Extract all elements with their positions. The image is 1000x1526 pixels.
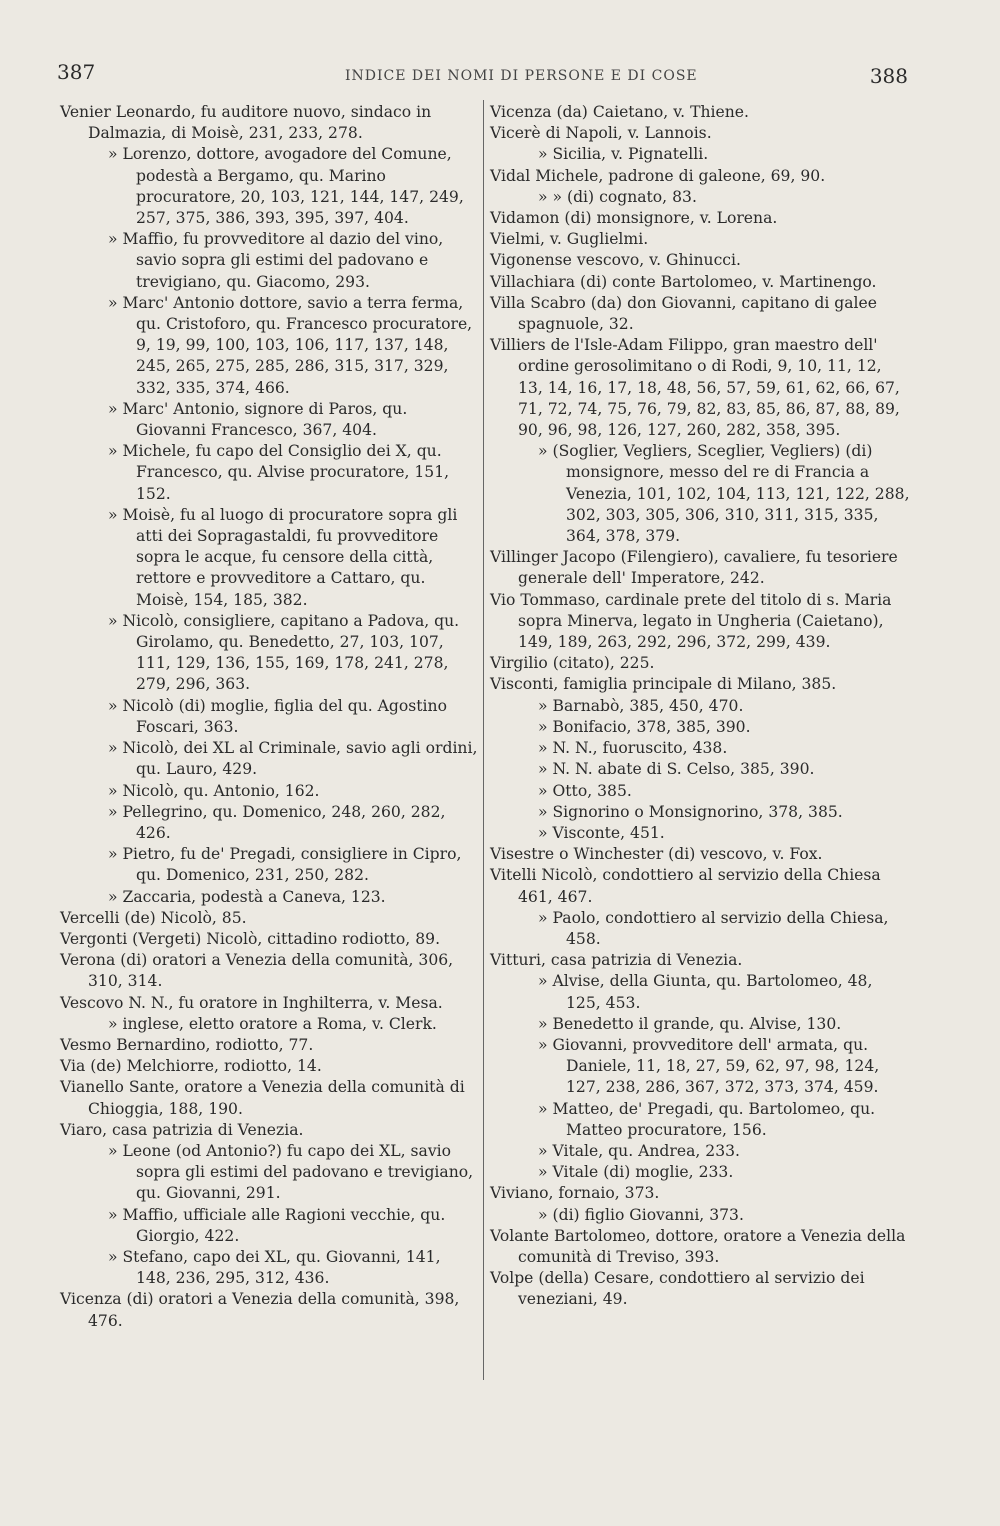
index-entry: Vianello Sante, oratore a Venezia della comunità di Chioggia, 188, 190. xyxy=(60,1078,465,1118)
index-entry: Verona (di) oratori a Venezia della comunità, 306, 310, 314. xyxy=(60,951,454,991)
index-entry: » Zaccaria, podestà a Caneva, 123. xyxy=(108,887,386,906)
index-entry: Villiers de l'Isle-Adam Filippo, gran maestro dell' ordine gerosolimitano o di Rodi, 9, 10, 11, 12, 13, 14, 16, 17, 18, 48, 56, 57, 59, 61, 62, 66, 67, 71, 72, 74, 75, 76, 79, 82, 83, 85, 86, 87, 88, 89, 90, 96, 98, 126, 127, 260, 282, 358, 395. xyxy=(490,336,900,440)
index-entry: » Otto, 385. xyxy=(538,781,632,800)
index-entry: Viviano, fornaio, 373. xyxy=(490,1184,660,1203)
index-entry: » Nicolò (di) moglie, figlia del qu. Agostino Foscari, 363. xyxy=(108,696,447,736)
index-entry: » Pietro, fu de' Pregadi, consigliere in Cipro, qu. Domenico, 231, 250, 282. xyxy=(108,845,462,885)
index-column-left xyxy=(60,102,478,1332)
index-entry: Vitelli Nicolò, condottiero al servizio della Chiesa 461, 467. xyxy=(490,866,881,906)
index-entry: » Vitale (di) moglie, 233. xyxy=(538,1163,734,1182)
index-entry: » Maffio, fu provveditore al dazio del vino, savio sopra gli estimi del padovano e trevigiano, qu. Giacomo, 293. xyxy=(108,230,444,291)
index-entry: Visestre o Winchester (di) vescovo, v. Fox. xyxy=(490,845,823,864)
index-entry: » Lorenzo, dottore, avogadore del Comune, podestà a Bergamo, qu. Marino procuratore, 20, 103, 121, 144, 147, 249, 257, 375, 386, 393, 395, 397, 404. xyxy=(108,145,464,228)
index-entry: » Matteo, de' Pregadi, qu. Bartolomeo, qu. Matteo procuratore, 156. xyxy=(538,1099,876,1139)
index-entry: » Marc' Antonio dottore, savio a terra ferma, qu. Cristoforo, qu. Francesco procuratore, 9, 19, 99, 100, 103, 106, 117, 137, 148, 245, 265, 275, 285, 286, 315, 317, 329, 332, 335, 374, 466. xyxy=(108,293,473,397)
index-entry: Vicenza (da) Caietano, v. Thiene. xyxy=(490,103,749,121)
index-entry: » N. N., fuoruscito, 438. xyxy=(538,739,728,758)
index-entry: Vicerè di Napoli, v. Lannois. xyxy=(490,124,712,143)
index-entry: Vicenza (di) oratori a Venezia della comunità, 398, 476. xyxy=(60,1290,460,1330)
index-entry: » Marc' Antonio, signore di Paros, qu. Giovanni Francesco, 367, 404. xyxy=(108,399,408,440)
index-entry: Vescovo N. N., fu oratore in Inghilterra, v. Mesa. xyxy=(60,993,443,1012)
column-divider xyxy=(483,100,484,1380)
index-entry: » Nicolò, consigliere, capitano a Padova, qu. Girolamo, qu. Benedetto, 27, 103, 107, 111, 129, 136, 155, 169, 178, 241, 278, 279, 296, 363. xyxy=(108,611,460,694)
index-entry: » Alvise, della Giunta, qu. Bartolomeo, 48, 125, 453. xyxy=(538,972,873,1012)
index-entry: » Barnabò, 385, 450, 470. xyxy=(538,696,744,715)
index-entry: Vidal Michele, padrone di galeone, 69, 90. xyxy=(490,166,826,185)
index-entry: Villachiara (di) conte Bartolomeo, v. Martinengo. xyxy=(490,272,877,291)
index-entry: » N. N. abate di S. Celso, 385, 390. xyxy=(538,760,815,779)
index-entry: » Pellegrino, qu. Domenico, 248, 260, 282, 426. xyxy=(108,802,446,842)
index-entry: » Signorino o Monsignorino, 378, 385. xyxy=(538,802,843,821)
running-title: INDICE DEI NOMI DI PERSONE E DI COSE xyxy=(345,68,698,84)
index-entry: » Maffio, ufficiale alle Ragioni vecchie, qu. Giorgio, 422. xyxy=(108,1205,446,1245)
index-entry: » (Soglier, Vegliers, Sceglier, Vegliers) (di) monsignore, messo del re di Francia a Venezia, 101, 102, 104, 113, 121, 122, 288, 302, 303, 305, 306, 310, 311, 315, 335, 364, 378, 379. xyxy=(538,442,910,546)
index-entry: » Nicolò, dei XL al Criminale, savio agli ordini, qu. Lauro, 429. xyxy=(108,739,478,779)
index-entry: Vercelli (de) Nicolò, 85. xyxy=(60,908,247,927)
index-entry: » Giovanni, provveditore dell' armata, qu. Daniele, 11, 18, 27, 59, 62, 97, 98, 124, 127, 238, 286, 367, 372, 373, 374, 459. xyxy=(538,1035,880,1097)
index-entry: Vielmi, v. Guglielmi. xyxy=(490,230,649,249)
index-column-right xyxy=(490,102,910,1311)
index-entry: Vigonense vescovo, v. Ghinucci. xyxy=(490,251,741,270)
index-entry: Volante Bartolomeo, dottore, oratore a Venezia della comunità di Treviso, 393. xyxy=(490,1226,906,1266)
index-entry: » Leone (od Antonio?) fu capo dei XL, savio sopra gli estimi del padovano e trevigiano, qu. Giovanni, 291. xyxy=(108,1141,474,1203)
index-entry: Vesmo Bernardino, rodiotto, 77. xyxy=(60,1035,314,1054)
page-number-right: 388 xyxy=(869,64,908,88)
index-entry: Viaro, casa patrizia di Venezia. xyxy=(60,1120,304,1139)
index-entry: » Moisè, fu al luogo di procuratore sopra gli atti dei Sopragastaldi, fu provveditore sopra le acque, fu censore della città, rettore e provveditore a Cattaro, qu. Moisè, 154, 185, 382. xyxy=(108,505,458,609)
index-entry: » Vitale, qu. Andrea, 233. xyxy=(538,1141,741,1160)
index-entry: » inglese, eletto oratore a Roma, v. Clerk. xyxy=(108,1014,437,1033)
index-entry: Villinger Jacopo (Filengiero), cavaliere, fu tesoriere generale dell' Imperatore, 242. xyxy=(490,548,898,588)
index-entry: Via (de) Melchiorre, rodiotto, 14. xyxy=(60,1057,322,1076)
index-entry: » » (di) cognato, 83. xyxy=(538,187,697,206)
index-entry: Vio Tommaso, cardinale prete del titolo di s. Maria sopra Minerva, legato in Ungheria (Caietano), 149, 189, 263, 292, 296, 372, 299, 439. xyxy=(490,590,892,652)
index-entry: Virgilio (citato), 225. xyxy=(490,654,655,673)
index-entry: Villa Scabro (da) don Giovanni, capitano di galee spagnuole, 32. xyxy=(490,293,877,334)
page-number-left: 387 xyxy=(57,60,96,84)
index-entry: Vitturi, casa patrizia di Venezia. xyxy=(490,951,743,970)
index-entry: Vergonti (Vergeti) Nicolò, cittadino rodiotto, 89. xyxy=(60,929,441,948)
index-entry: » Stefano, capo dei XL, qu. Giovanni, 141, 148, 236, 295, 312, 436. xyxy=(108,1247,441,1288)
page-header xyxy=(0,60,1000,90)
index-entry: » Benedetto il grande, qu. Alvise, 130. xyxy=(538,1014,842,1033)
index-entry: » Michele, fu capo del Consiglio dei X, qu. Francesco, qu. Alvise procuratore, 151, 152. xyxy=(108,442,450,503)
index-entry: Visconti, famiglia principale di Milano, 385. xyxy=(490,675,837,694)
index-entry: » (di) figlio Giovanni, 373. xyxy=(538,1205,744,1224)
index-entry: Venier Leonardo, fu auditore nuovo, sindaco in Dalmazia, di Moisè, 231, 233, 278. xyxy=(60,103,432,143)
index-entry: » Nicolò, qu. Antonio, 162. xyxy=(108,781,320,800)
index-entry: » Visconte, 451. xyxy=(538,823,665,842)
index-entry: » Sicilia, v. Pignatelli. xyxy=(538,145,709,164)
index-entry: » Paolo, condottiero al servizio della Chiesa, 458. xyxy=(538,908,889,948)
index-entry: Volpe (della) Cesare, condottiero al servizio dei veneziani, 49. xyxy=(490,1269,865,1309)
index-entry: Vidamon (di) monsignore, v. Lorena. xyxy=(490,209,778,228)
index-entry: » Bonifacio, 378, 385, 390. xyxy=(538,717,751,736)
